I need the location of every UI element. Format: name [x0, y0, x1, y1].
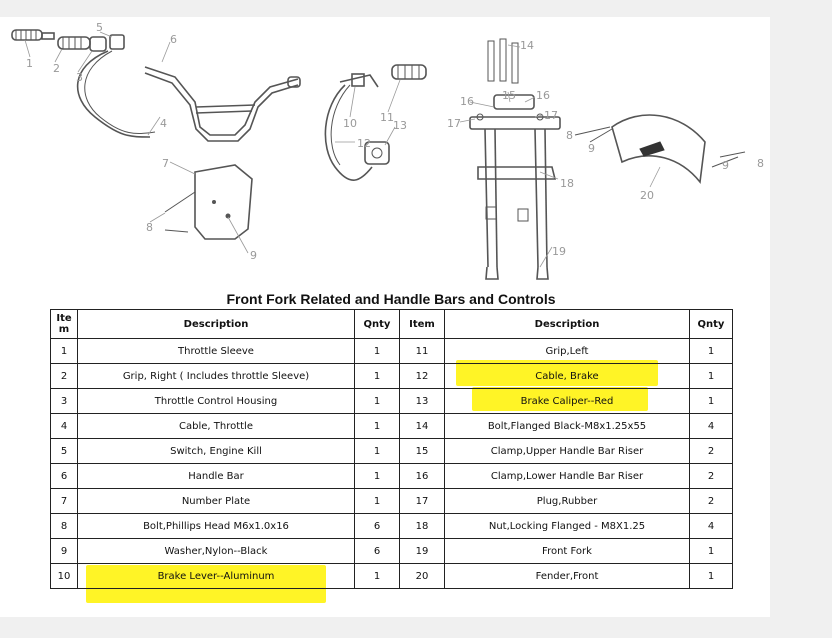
- table-row: [51, 439, 733, 464]
- table-header-row: [51, 310, 733, 339]
- callout-label: 8: [757, 157, 764, 170]
- callout-leaders: [25, 32, 660, 267]
- callout-numbers: [26, 21, 764, 262]
- callout-label: 14: [520, 39, 534, 52]
- cell-description2: Front Fork: [445, 539, 690, 564]
- cell-item2: 18: [400, 514, 445, 539]
- cell-description: Brake Lever--Aluminum: [78, 564, 355, 589]
- callout-label: 19: [552, 245, 566, 258]
- cell-description2: Cable, Brake: [445, 364, 690, 389]
- cell-qty2: 1: [690, 564, 733, 589]
- cell-description2: Clamp,Upper Handle Bar Riser: [445, 439, 690, 464]
- table-row: [51, 539, 733, 564]
- callout-label: 16: [460, 95, 474, 108]
- cell-qty2: 4: [690, 514, 733, 539]
- brake-lever-drawing: [325, 65, 426, 180]
- cell-qty: 1: [355, 464, 400, 489]
- cell-description2: Grip,Left: [445, 339, 690, 364]
- cell-item: 7: [51, 489, 78, 514]
- callout-label: 8: [146, 221, 153, 234]
- cell-qty: 1: [355, 489, 400, 514]
- cell-item: 8: [51, 514, 78, 539]
- cell-item2: 12: [400, 364, 445, 389]
- cell-qty: 1: [355, 439, 400, 464]
- cell-qty: 1: [355, 364, 400, 389]
- cell-qty: 1: [355, 564, 400, 589]
- cell-item: 5: [51, 439, 78, 464]
- col-header-qty: Qnty: [355, 310, 400, 339]
- callout-label: 2: [53, 62, 60, 75]
- table-row: [51, 364, 733, 389]
- cell-description: Switch, Engine Kill: [78, 439, 355, 464]
- cell-item2: 16: [400, 464, 445, 489]
- cell-description: Grip, Right ( Includes throttle Sleeve): [78, 364, 355, 389]
- table-row: [51, 389, 733, 414]
- callout-label: 5: [96, 21, 103, 34]
- handle-bar-drawing: [145, 67, 300, 141]
- grip-throttle-drawing: [12, 30, 155, 137]
- cell-description: Bolt,Phillips Head M6x1.0x16: [78, 514, 355, 539]
- cell-qty: 6: [355, 514, 400, 539]
- callout-label: 7: [162, 157, 169, 170]
- cell-description2: Brake Caliper--Red: [445, 389, 690, 414]
- table-title: Front Fork Related and Handle Bars and Controls: [226, 291, 556, 307]
- callout-label: 6: [170, 33, 177, 46]
- cell-qty2: 4: [690, 414, 733, 439]
- table-row: [51, 414, 733, 439]
- parts-table: [50, 309, 733, 589]
- callout-label: 16: [536, 89, 550, 102]
- cell-description: Handle Bar: [78, 464, 355, 489]
- callout-label: 9: [250, 249, 257, 262]
- table-row: [51, 514, 733, 539]
- cell-item2: 15: [400, 439, 445, 464]
- callout-label: 13: [393, 119, 407, 132]
- cell-description: Washer,Nylon--Black: [78, 539, 355, 564]
- callout-label: 10: [343, 117, 357, 130]
- cell-qty: 1: [355, 414, 400, 439]
- front-fork-drawing: [470, 39, 560, 279]
- cell-item2: 19: [400, 539, 445, 564]
- table-row: [51, 564, 733, 589]
- cell-item: 3: [51, 389, 78, 414]
- cell-qty: 1: [355, 389, 400, 414]
- cell-item: 6: [51, 464, 78, 489]
- col-header-item: Ite m: [51, 310, 78, 339]
- cell-description2: Bolt,Flanged Black-M8x1.25x55: [445, 414, 690, 439]
- cell-description: Throttle Control Housing: [78, 389, 355, 414]
- callout-label: 8: [566, 129, 573, 142]
- col-header-item2: Item: [400, 310, 445, 339]
- table-row: [51, 464, 733, 489]
- table-body: [51, 339, 733, 589]
- callout-label: 20: [640, 189, 654, 202]
- cell-description2: Plug,Rubber: [445, 489, 690, 514]
- cell-qty2: 2: [690, 439, 733, 464]
- callout-label: 12: [357, 137, 371, 150]
- cell-description: Cable, Throttle: [78, 414, 355, 439]
- exploded-parts-diagram: [0, 17, 770, 307]
- cell-item: 4: [51, 414, 78, 439]
- parts-sheet: [0, 17, 770, 617]
- cell-qty: 6: [355, 539, 400, 564]
- cell-qty2: 1: [690, 539, 733, 564]
- cell-item2: 17: [400, 489, 445, 514]
- callout-label: 15: [502, 89, 516, 102]
- number-plate-drawing: [165, 165, 252, 239]
- cell-description2: Nut,Locking Flanged - M8X1.25: [445, 514, 690, 539]
- cell-qty2: 2: [690, 464, 733, 489]
- callout-label: 9: [588, 142, 595, 155]
- callout-label: 3: [76, 71, 83, 84]
- table-row: [51, 339, 733, 364]
- cell-qty2: 1: [690, 364, 733, 389]
- cell-qty: 1: [355, 339, 400, 364]
- cell-item2: 11: [400, 339, 445, 364]
- cell-description2: Clamp,Lower Handle Bar Riser: [445, 464, 690, 489]
- col-header-description2: Description: [445, 310, 690, 339]
- col-header-qty2: Qnty: [690, 310, 733, 339]
- callout-label: 11: [380, 111, 394, 124]
- cell-qty2: 1: [690, 339, 733, 364]
- cell-item2: 14: [400, 414, 445, 439]
- col-header-description: Description: [78, 310, 355, 339]
- callout-label: 9: [722, 159, 729, 172]
- cell-qty2: 2: [690, 489, 733, 514]
- cell-description: Number Plate: [78, 489, 355, 514]
- callout-label: 1: [26, 57, 33, 70]
- cell-item2: 13: [400, 389, 445, 414]
- cell-item: 1: [51, 339, 78, 364]
- cell-qty2: 1: [690, 389, 733, 414]
- table-row: [51, 489, 733, 514]
- front-fender-drawing: [575, 115, 745, 182]
- callout-label: 17: [447, 117, 461, 130]
- cell-description2: Fender,Front: [445, 564, 690, 589]
- cell-description: Throttle Sleeve: [78, 339, 355, 364]
- cell-item: 9: [51, 539, 78, 564]
- cell-item2: 20: [400, 564, 445, 589]
- cell-item: 2: [51, 364, 78, 389]
- callout-label: 18: [560, 177, 574, 190]
- cell-item: 10: [51, 564, 78, 589]
- callout-label: 4: [160, 117, 167, 130]
- callout-label: 17: [544, 109, 558, 122]
